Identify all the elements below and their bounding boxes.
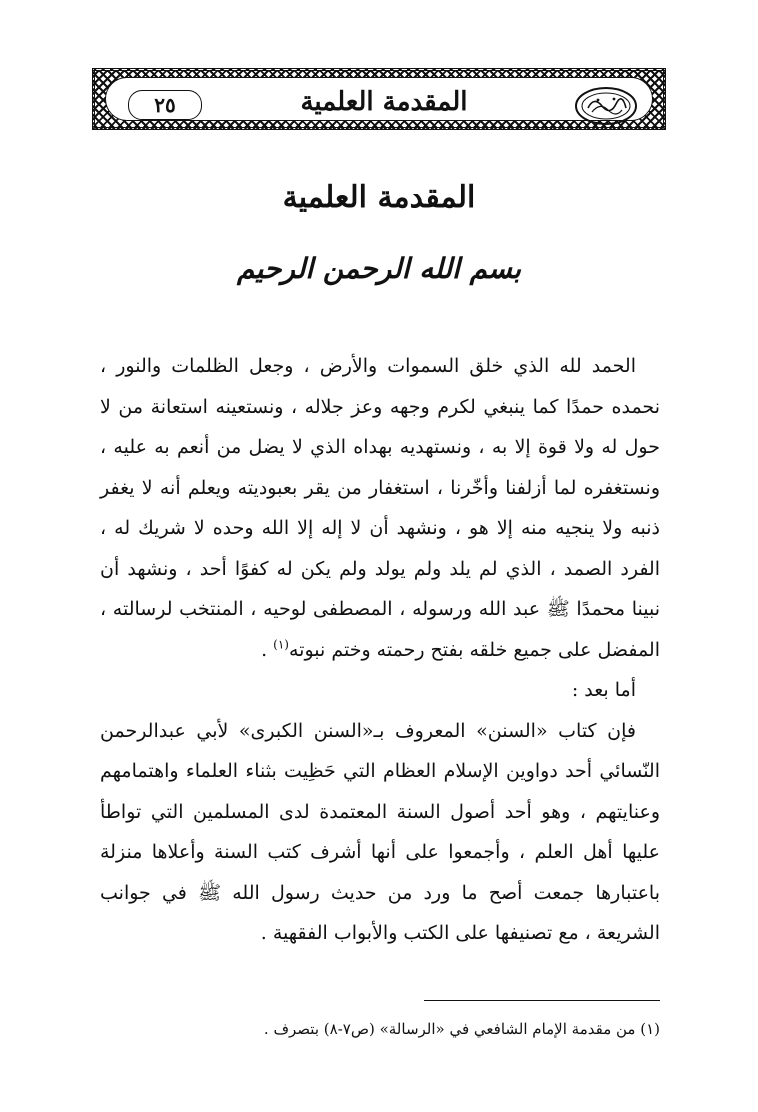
footnote-divider [424,1000,660,1001]
body-text [100,346,660,954]
header-title: المقدمة العلمية [300,87,468,117]
paragraph-sunan: فإن كتاب «السنن» المعروف بـ«السنن الكبرى» لأبي عبدالرحمن النّسائي أحد دواوين الإسلام العظام التي حَظِيت بثناء العلماء واهتمامهم وعنايتهم ، وهو أحد أصول السنة المعتمدة لدى المسلمين التي تواطأ عليها أهل العلم ، وأجمعوا على أنها أشرف كتب السنة وأعلاها منزلة باعتبارها جمعت أصح ما ورد من حديث رسول الله ﷺ في جوانب الشريعة ، مع تصنيفها على الكتب والأبواب الفقهية . [100,719,660,944]
footnote: (١) من مقدمة الإمام الشافعي في «الرسالة» (ص٧-٨) بتصرف . [263,1020,660,1038]
section-title: المقدمة العلمية [282,180,476,215]
paragraph-praise [100,346,660,670]
paragraph-praise-text: الحمد لله الذي خلق السموات والأرض ، وجعل الظلمات والنور ، نحمده حمدًا كما ينبغي لكرم وجهه وعز جلاله ، ونستعينه استعانة من لا حول له ولا قوة إلا به ، ونستهديه بهداه الذي لا يضل من أنعم به عليه ، ونستغفره لما أزلفنا وأخّرنا ، استغفار من يقر بعبوديته ويعلم أنه لا يغفر ذنبه ولا ينجيه منه إلا هو ، ونشهد أن لا إله إلا الله وحده لا شريك له ، الفرد الصمد ، الذي لم يلد ولم يولد ولم يكن له كفوًا أحد ، ونشهد أن نبينا محمدًا ﷺ عبد الله ورسوله ، المصطفى لوحيه ، المنتخب لرسالته ، المفضل على جميع خلقه بفتح رحمته وختم نبوته [100,355,660,661]
page-number: ٢٥ [128,90,202,120]
paragraph-amma-bad: أما بعد : [571,679,636,701]
basmala-calligraphy: بسم الله الرحمن الرحيم [237,252,521,285]
paragraph-praise-end: . [261,638,274,661]
running-header [92,68,666,130]
ornament-seal-icon [574,86,638,126]
header-frame [105,77,653,121]
footnote-reference: (١) [273,637,289,652]
